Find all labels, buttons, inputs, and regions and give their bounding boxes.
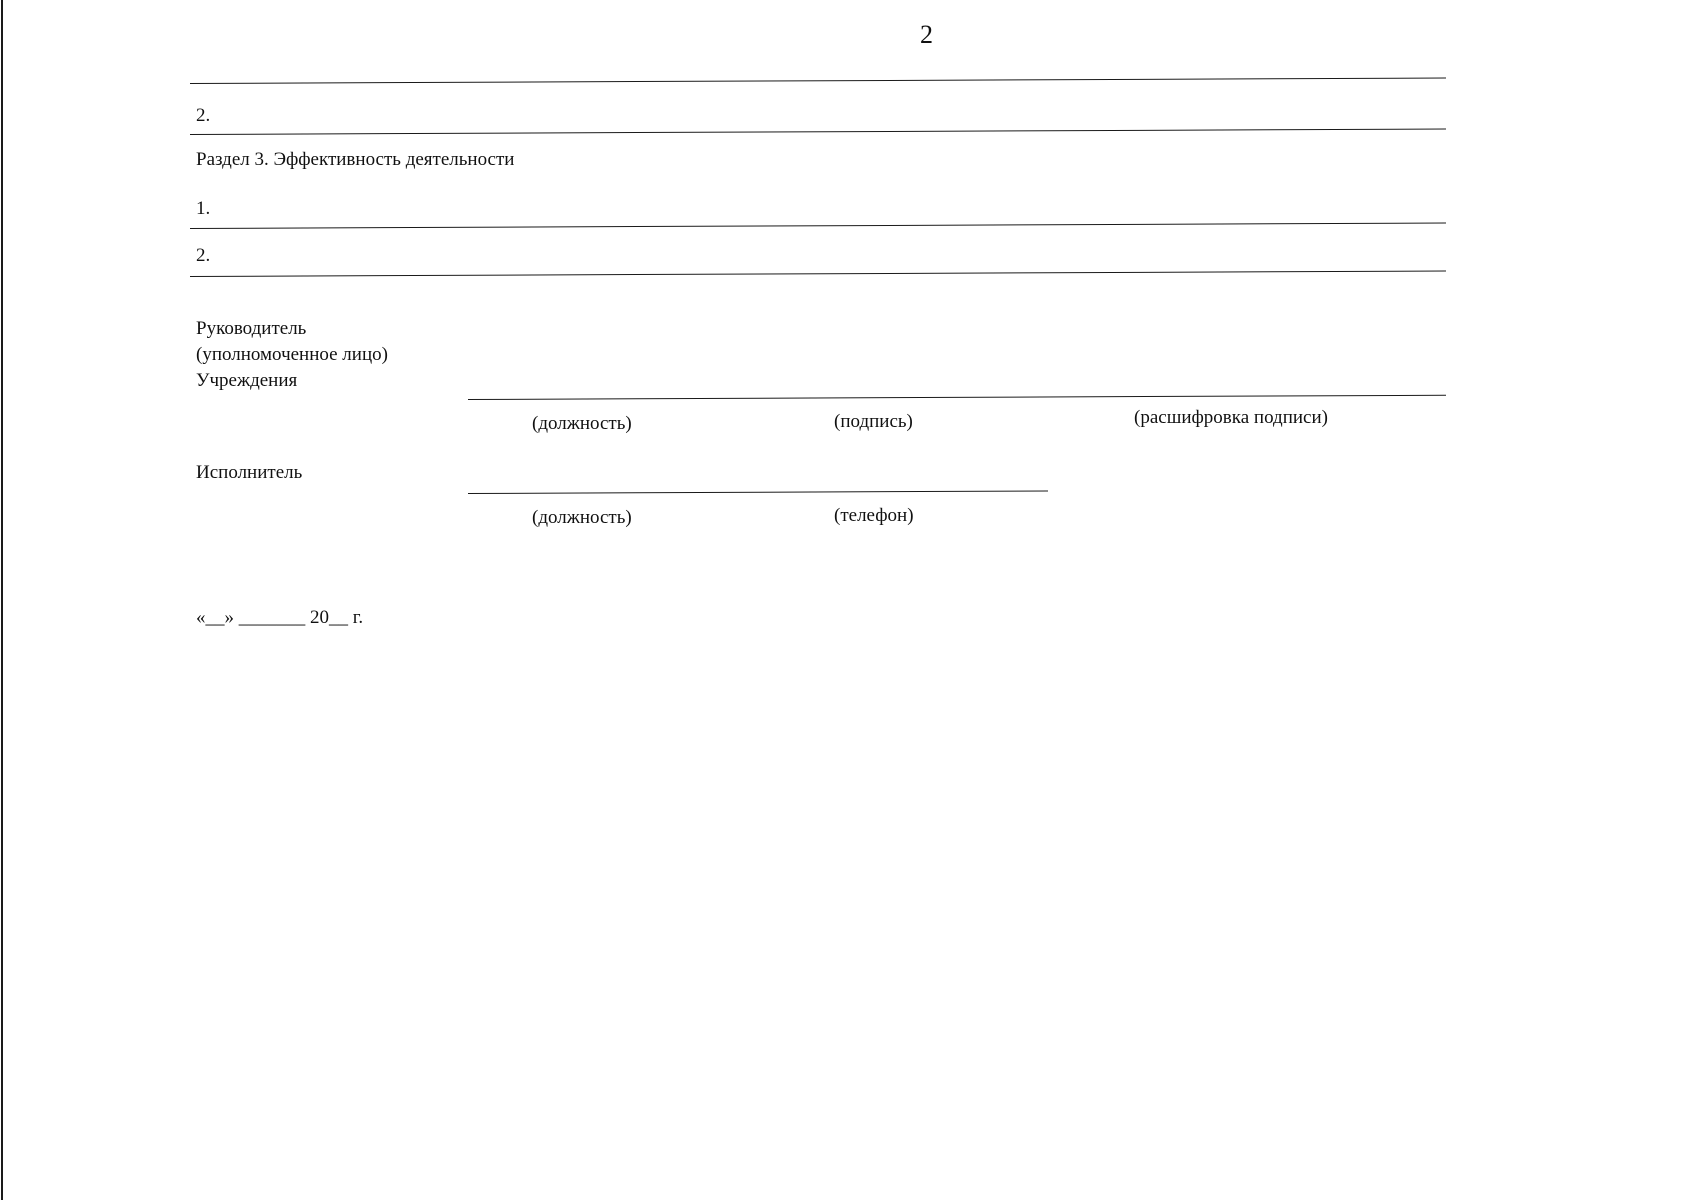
section3-title: Раздел 3. Эффективность деятельности <box>196 149 515 170</box>
head-label-line-3: Учреждения <box>196 370 298 391</box>
executor-caption-position: (должность) <box>532 507 632 528</box>
section3-item-1-label: 1. <box>196 198 211 219</box>
section3-item-1-rule <box>190 223 1446 229</box>
row-top-rule <box>190 78 1446 84</box>
head-signatory-label <box>196 316 388 394</box>
section2-item-2-label: 2. <box>196 105 211 126</box>
head-signature-rule <box>468 395 1446 400</box>
scan-edge-line <box>1 0 3 1200</box>
section2-item-2-rule <box>190 129 1446 135</box>
section3-item-2-label: 2. <box>196 245 211 266</box>
executor-label: Исполнитель <box>196 462 303 483</box>
head-caption-signature: (подпись) <box>834 411 913 432</box>
head-label-line-2: (уполномоченное лицо) <box>196 344 388 365</box>
date-line: «__» _______ 20__ г. <box>196 607 364 628</box>
page-number: 2 <box>920 20 933 49</box>
executor-caption-phone: (телефон) <box>834 505 914 526</box>
head-caption-decoding: (расшифровка подписи) <box>1134 407 1328 428</box>
head-caption-position: (должность) <box>532 413 632 434</box>
section3-item-2-rule <box>190 271 1446 277</box>
head-label-line-1: Руководитель <box>196 318 307 339</box>
executor-signature-rule <box>468 490 1048 494</box>
